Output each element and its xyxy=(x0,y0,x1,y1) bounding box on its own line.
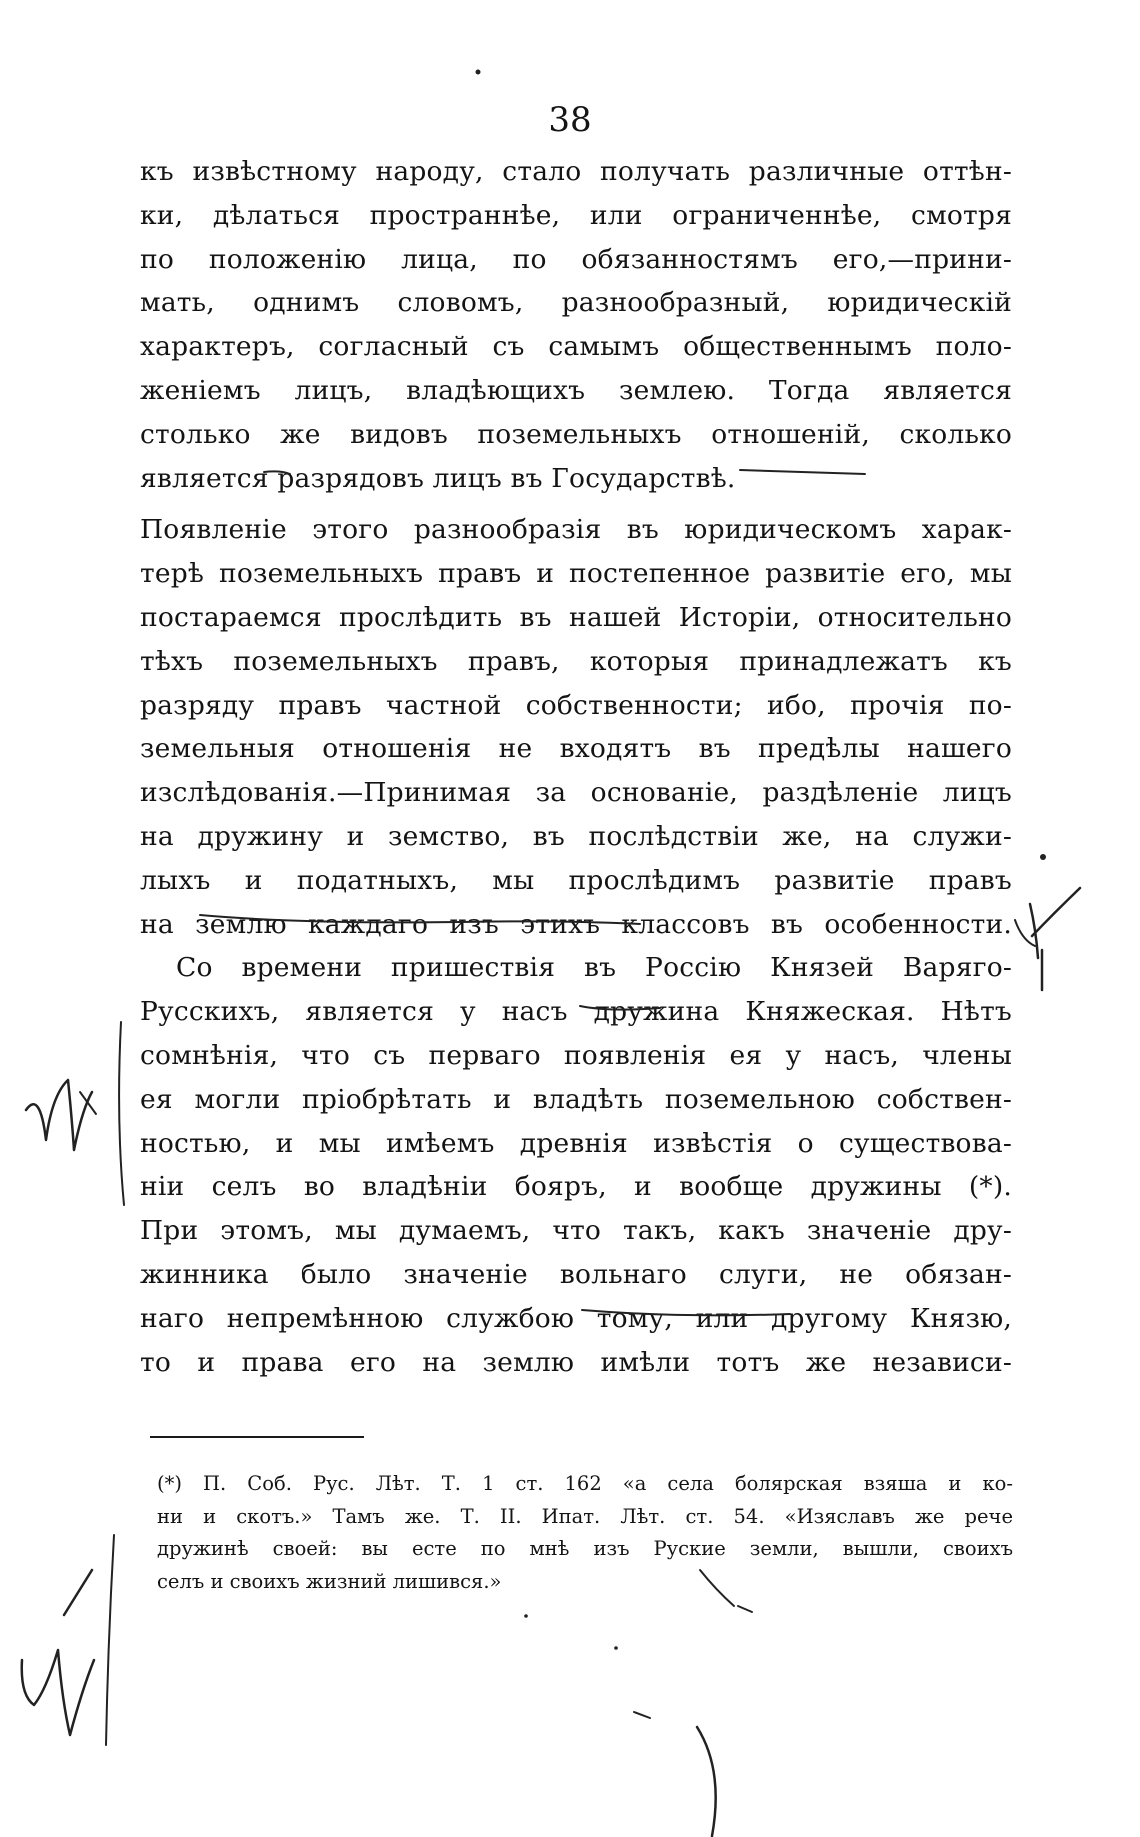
footnote-line: дружинѣ своей: вы есте по мнѣ изъ Руские земли, вышли, своихъ xyxy=(157,1537,1013,1560)
text-line: столько же видовъ поземельныхъ отношеній, сколько xyxy=(140,418,1012,450)
text-line: ки, дѣлаться пространнѣе, или ограниченнѣе, смотря xyxy=(140,199,1012,231)
underline-mark xyxy=(580,1006,660,1010)
handwritten-mark xyxy=(738,1606,752,1612)
text-line: наго непремѣнною службою тому, или другому Князю, xyxy=(140,1302,1012,1334)
text-line: ностью, и мы имѣемъ древнія извѣстія о существова- xyxy=(140,1127,1012,1159)
text-line: Появленіе этого разнообразія въ юридическомъ харак- xyxy=(140,514,1012,546)
text-line: изслѣдованія.—Принимая за основаніе, раздѣленіе лицъ xyxy=(140,777,1012,809)
handwritten-mark xyxy=(80,1092,96,1114)
underline-mark xyxy=(740,470,865,474)
text-line: къ извѣстному народу, стало получать различные оттѣн- xyxy=(140,156,1012,187)
footnote-line: (*) П. Соб. Рус. Лѣт. Т. 1 ст. 162 «а села болярская взяша и ко- xyxy=(157,1472,1013,1495)
text-line: по положенію лица, по обязанностямъ его,—прини- xyxy=(140,243,1012,275)
text-line: женіемъ лицъ, владѣющихъ землею. Тогда является xyxy=(140,374,1012,406)
ink-dot xyxy=(476,70,481,75)
text-line: земельныя отношенія не входятъ въ предѣлы нашего xyxy=(140,733,1012,765)
underline-mark xyxy=(582,1310,790,1315)
text-line: Со времени пришествія въ Россію Князей Варяго- xyxy=(176,952,1012,984)
margin-bracket xyxy=(1015,920,1035,946)
margin-line xyxy=(106,1535,114,1745)
ink-dot xyxy=(524,1614,528,1618)
text-line: При этомъ, мы думаемъ, что такъ, какъ значеніе дру- xyxy=(140,1215,1012,1247)
text-line: сомнѣнія, что съ перваго появленія ея у насъ, члены xyxy=(140,1039,1012,1071)
handwritten-mark xyxy=(700,1570,734,1606)
text-line: ея могли пріобрѣтать и владѣть поземельною собствен- xyxy=(140,1083,1012,1115)
handwritten-mark xyxy=(697,1727,716,1836)
text-line: ніи селъ во владѣніи бояръ, и вообще дружины (*). xyxy=(140,1171,1012,1203)
text-line: мать, однимъ словомъ, разнообразный, юридическій xyxy=(140,287,1012,319)
underline-mark xyxy=(200,915,640,924)
text-line: постараемся прослѣдить въ нашей Исторіи, относительно xyxy=(140,601,1012,633)
text-line: лыхъ и податныхъ, мы прослѣдимъ развитіе правъ xyxy=(140,864,1012,896)
handwritten-mark xyxy=(22,1650,94,1735)
text-line: на землю каждаго изъ этихъ классовъ въ особенности. xyxy=(140,908,1012,940)
margin-line xyxy=(119,1022,124,1205)
text-line: то и права его на землю имѣли тотъ же независи- xyxy=(140,1346,1012,1378)
cross-mark xyxy=(1032,888,1080,936)
page-number: 38 xyxy=(548,100,592,140)
footnote-line: ни и скотъ.» Тамъ же. Т. II. Ипат. Лѣт. ст. 54. «Изяславъ же рече xyxy=(157,1504,1013,1528)
text-line: терѣ поземельныхъ правъ и постепенное развитіе его, мы xyxy=(140,558,1012,590)
underline-mark xyxy=(264,471,290,474)
text-line: характеръ, согласный съ самымъ общественнымъ поло- xyxy=(140,331,1012,363)
handwritten-mark xyxy=(26,1080,92,1150)
text-line: на дружину и земство, въ послѣдствіи же, на служи- xyxy=(140,820,1012,852)
text-line: тѣхъ поземельныхъ правъ, которыя принадлежатъ къ xyxy=(140,645,1012,677)
handwritten-mark xyxy=(634,1712,650,1718)
handwritten-mark xyxy=(64,1570,92,1615)
text-line: Русскихъ, является у насъ дружина Княжеская. Нѣтъ xyxy=(140,996,1012,1028)
text-line: является разрядовъ лицъ въ Государствѣ. xyxy=(140,462,736,494)
text-line: разряду правъ частной собственности; ибо, прочія по- xyxy=(140,689,1012,721)
ink-dot xyxy=(1040,854,1046,860)
ink-dot xyxy=(614,1646,618,1650)
text-line: жинника было значеніе вольнаго слуги, не обязан- xyxy=(140,1258,1012,1290)
footnote-line: селъ и своихъ жизний лишився.» xyxy=(157,1569,502,1593)
